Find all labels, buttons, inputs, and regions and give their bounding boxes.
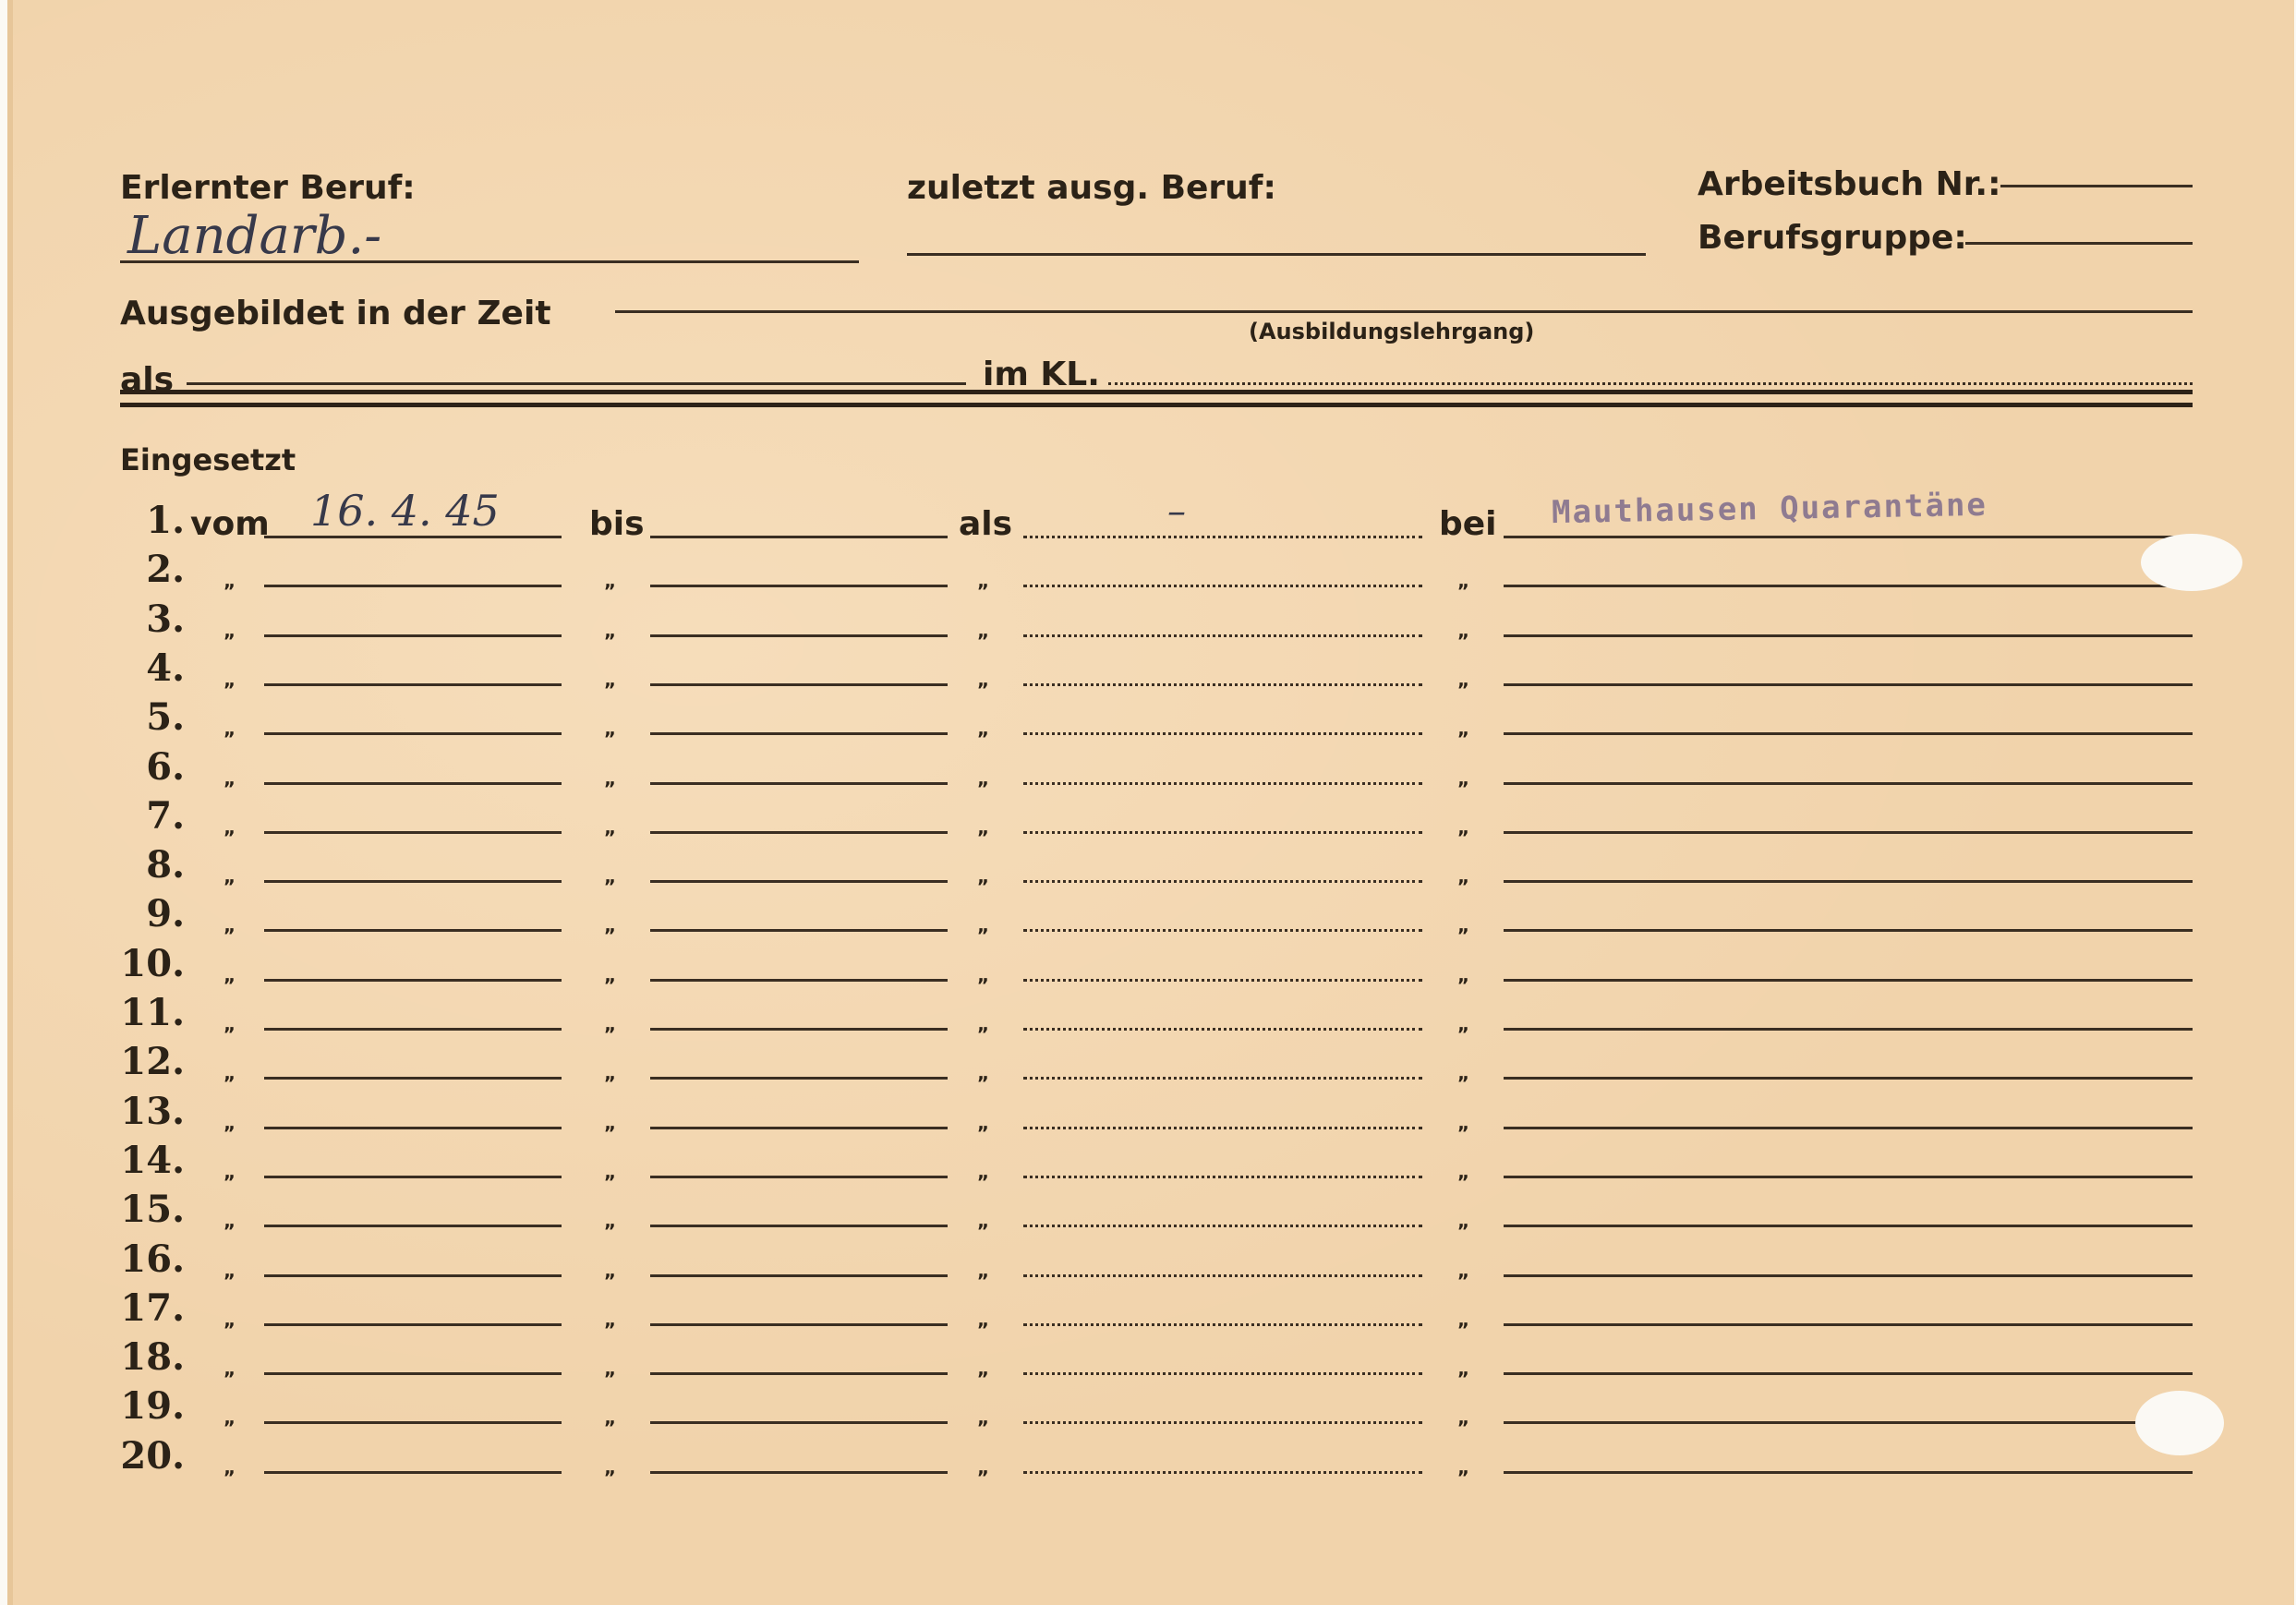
bei-field-line: [1504, 782, 2193, 785]
bei-field-line: [1504, 1127, 2193, 1129]
arbeitsbuch-label: Arbeitsbuch Nr.:: [1698, 165, 2001, 203]
vom-field-line: [264, 683, 562, 686]
zuletzt-beruf-label: zuletzt ausg. Beruf:: [907, 169, 1276, 207]
ditto-mark-bis: „: [604, 1013, 617, 1035]
punch-hole-bottom: [2135, 1391, 2224, 1455]
eingesetzt-title: Eingesetzt: [120, 442, 296, 477]
als-field-line: [1023, 1372, 1422, 1375]
ditto-mark-vom: „: [224, 620, 236, 642]
ditto-mark-als: „: [977, 1260, 990, 1282]
ditto-mark-bei: „: [1457, 1062, 1470, 1084]
ditto-mark-vom: „: [224, 964, 236, 986]
row-number: 4.: [146, 646, 185, 690]
bei-field-line: [1504, 979, 2193, 982]
als-field-line: [1023, 929, 1422, 932]
vom-field-line: [264, 634, 562, 637]
bis-field-line: [650, 1274, 948, 1277]
ditto-mark-bei: „: [1457, 1161, 1470, 1183]
ditto-mark-als: „: [977, 1013, 990, 1035]
ditto-mark-als: „: [977, 669, 990, 691]
arbeitsbuch-line: [2000, 185, 2193, 187]
vom-field-line: [264, 979, 562, 982]
bei-field-line: [1504, 536, 2193, 538]
ditto-mark-bis: „: [604, 964, 617, 986]
bis-field-line: [650, 585, 948, 587]
ditto-mark-bis: „: [604, 1210, 617, 1232]
bei-field-line: [1504, 1176, 2193, 1178]
ditto-mark-vom: „: [224, 1406, 236, 1429]
ditto-mark-vom: „: [224, 570, 236, 592]
ditto-mark-bis: „: [604, 620, 617, 642]
ditto-mark-als: „: [977, 1358, 990, 1380]
header-rule-2: [120, 403, 2193, 407]
ditto-mark-bei: „: [1457, 1358, 1470, 1380]
row-number: 7.: [146, 794, 185, 838]
ditto-mark-vom: „: [224, 914, 236, 936]
ditto-mark-als: „: [977, 767, 990, 790]
als-field-line: [1023, 1028, 1422, 1031]
bis-field-line: [650, 929, 948, 932]
erlernter-beruf-line: [120, 260, 859, 263]
bis-field-line: [650, 1225, 948, 1227]
bei-field-line: [1504, 1077, 2193, 1080]
bei-field-line: [1504, 1323, 2193, 1326]
row-number: 11.: [120, 991, 185, 1034]
ditto-mark-bis: „: [604, 1112, 617, 1134]
vom-field-line: [264, 732, 562, 735]
als-field-line: [1023, 1225, 1422, 1227]
ditto-mark-als: „: [977, 914, 990, 936]
bis-label: bis: [589, 505, 645, 543]
vom-field-line: [264, 585, 562, 587]
bei-field-line: [1504, 831, 2193, 834]
bis-field-line: [650, 1471, 948, 1474]
vom-field-line: [264, 782, 562, 785]
index-card: [7, 0, 2294, 1605]
row-number: 1.: [146, 499, 185, 542]
row-number: 5.: [146, 695, 185, 739]
ditto-mark-bei: „: [1457, 964, 1470, 986]
ditto-mark-als: „: [977, 964, 990, 986]
vom-field-line: [264, 831, 562, 834]
vom-field-line: [264, 1077, 562, 1080]
bis-field-line: [650, 1028, 948, 1031]
vom-field-line: [264, 880, 562, 883]
bis-field-line: [650, 831, 948, 834]
row-number: 8.: [146, 843, 185, 887]
ditto-mark-als: „: [977, 865, 990, 887]
ditto-mark-als: „: [977, 620, 990, 642]
bis-field-line: [650, 1176, 948, 1178]
ditto-mark-vom: „: [224, 1062, 236, 1084]
vom-field-line: [264, 1176, 562, 1178]
bis-field-line: [650, 782, 948, 785]
im-kl-label: im KL.: [983, 356, 1100, 393]
ditto-mark-bei: „: [1457, 914, 1470, 936]
ditto-mark-als: „: [977, 1062, 990, 1084]
ditto-mark-vom: „: [224, 1112, 236, 1134]
vom-field-line: [264, 1471, 562, 1474]
als-line: [187, 382, 966, 385]
als-field-line: [1023, 782, 1422, 785]
im-kl-line: [1108, 382, 2193, 385]
ditto-mark-bis: „: [604, 816, 617, 839]
ditto-mark-bei: „: [1457, 1112, 1470, 1134]
berufsgruppe-line: [1965, 242, 2193, 245]
vom-field-line: [264, 536, 562, 538]
ditto-mark-bis: „: [604, 1456, 617, 1478]
ditto-mark-vom: „: [224, 1013, 236, 1035]
bis-field-line: [650, 1372, 948, 1375]
als-field-line: [1023, 1274, 1422, 1277]
ausgebildet-line: [615, 310, 2193, 313]
ditto-mark-bei: „: [1457, 1013, 1470, 1035]
row-number: 18.: [120, 1335, 185, 1379]
als-label: als: [120, 361, 175, 399]
als-field-line: [1023, 1323, 1422, 1326]
vom-field-line: [264, 1421, 562, 1424]
bei-field-line: [1504, 1471, 2193, 1474]
bei-field-line: [1504, 585, 2193, 587]
als-field-line: [1023, 683, 1422, 686]
ditto-mark-bis: „: [604, 865, 617, 887]
row-number: 3.: [146, 597, 185, 641]
ditto-mark-als: „: [977, 1161, 990, 1183]
bei-field-line: [1504, 1274, 2193, 1277]
bis-field-line: [650, 1077, 948, 1080]
ditto-mark-als: „: [977, 1456, 990, 1478]
ditto-mark-bis: „: [604, 1062, 617, 1084]
vom-field-line: [264, 1028, 562, 1031]
ditto-mark-bei: „: [1457, 1260, 1470, 1282]
ditto-mark-bei: „: [1457, 669, 1470, 691]
row-number: 10.: [120, 942, 185, 985]
als-field-line: [1023, 634, 1422, 637]
bei-field-line: [1504, 929, 2193, 932]
row-number: 19.: [120, 1384, 185, 1428]
ditto-mark-bis: „: [604, 1358, 617, 1380]
ditto-mark-vom: „: [224, 1210, 236, 1232]
vom-value: 16. 4. 45: [310, 486, 500, 536]
bei-field-line: [1504, 634, 2193, 637]
als-field-line: [1023, 536, 1422, 538]
erlernter-beruf-value: Landarb.-: [127, 206, 382, 266]
row-number: 16.: [120, 1237, 185, 1281]
bei-field-line: [1504, 1372, 2193, 1375]
bis-field-line: [650, 683, 948, 686]
ditto-mark-bis: „: [604, 1260, 617, 1282]
als-field-line: [1023, 1077, 1422, 1080]
bis-field-line: [650, 536, 948, 538]
ditto-mark-vom: „: [224, 816, 236, 839]
punch-hole-top: [2141, 534, 2242, 591]
ditto-mark-als: „: [977, 816, 990, 839]
ditto-mark-bis: „: [604, 718, 617, 740]
row-number: 20.: [120, 1434, 185, 1478]
ditto-mark-vom: „: [224, 718, 236, 740]
als-field-line: [1023, 880, 1422, 883]
ditto-mark-bei: „: [1457, 816, 1470, 839]
ditto-mark-bei: „: [1457, 767, 1470, 790]
bis-field-line: [650, 634, 948, 637]
ausbildungslehrgang-label: (Ausbildungslehrgang): [1249, 319, 1535, 344]
als-field-line: [1023, 1176, 1422, 1178]
ditto-mark-vom: „: [224, 1260, 236, 1282]
bis-field-line: [650, 1421, 948, 1424]
row-number: 15.: [120, 1188, 185, 1231]
row-number: 14.: [120, 1139, 185, 1182]
ditto-mark-bis: „: [604, 767, 617, 790]
bis-field-line: [650, 979, 948, 982]
ditto-mark-bis: „: [604, 1161, 617, 1183]
als-field-line: [1023, 831, 1422, 834]
bei-stamp: Mauthausen Quarantäne: [1551, 486, 1988, 532]
ditto-mark-als: „: [977, 1112, 990, 1134]
ditto-mark-vom: „: [224, 669, 236, 691]
row-number: 6.: [146, 745, 185, 789]
header-rule-1: [120, 390, 2193, 394]
als-field-line: [1023, 1471, 1422, 1474]
ditto-mark-bis: „: [604, 669, 617, 691]
ditto-mark-bei: „: [1457, 1456, 1470, 1478]
vom-field-line: [264, 1274, 562, 1277]
ditto-mark-bei: „: [1457, 1210, 1470, 1232]
ditto-mark-als: „: [977, 1210, 990, 1232]
ditto-mark-vom: „: [224, 1358, 236, 1380]
ditto-mark-bei: „: [1457, 1309, 1470, 1331]
ditto-mark-bei: „: [1457, 865, 1470, 887]
bei-field-line: [1504, 683, 2193, 686]
row-number: 9.: [146, 892, 185, 935]
bei-field-line: [1504, 880, 2193, 883]
row-number: 12.: [120, 1040, 185, 1083]
als-field-line: [1023, 1421, 1422, 1424]
vom-field-line: [264, 1127, 562, 1129]
als-field-line: [1023, 1127, 1422, 1129]
vom-field-line: [264, 1372, 562, 1375]
vom-field-line: [264, 1323, 562, 1326]
bis-field-line: [650, 732, 948, 735]
ditto-mark-vom: „: [224, 865, 236, 887]
bei-field-line: [1504, 1028, 2193, 1031]
bei-field-line: [1504, 732, 2193, 735]
ditto-mark-bei: „: [1457, 718, 1470, 740]
vom-field-line: [264, 929, 562, 932]
ditto-mark-bei: „: [1457, 570, 1470, 592]
bis-field-line: [650, 1127, 948, 1129]
bei-label: bei: [1439, 505, 1497, 543]
ditto-mark-als: „: [977, 570, 990, 592]
ditto-mark-bis: „: [604, 1406, 617, 1429]
ditto-mark-vom: „: [224, 1456, 236, 1478]
bis-field-line: [650, 1323, 948, 1326]
ditto-mark-als: „: [977, 1309, 990, 1331]
zuletzt-beruf-line: [907, 253, 1646, 256]
vom-field-line: [264, 1225, 562, 1227]
erlernter-beruf-label: Erlernter Beruf:: [120, 169, 416, 207]
als-field-line: [1023, 979, 1422, 982]
als-value: –: [1167, 490, 1186, 533]
ausgebildet-label: Ausgebildet in der Zeit: [120, 295, 551, 332]
row-number: 17.: [120, 1286, 185, 1330]
ditto-mark-bei: „: [1457, 1406, 1470, 1429]
als-label: als: [959, 505, 1013, 543]
ditto-mark-als: „: [977, 718, 990, 740]
ditto-mark-vom: „: [224, 767, 236, 790]
berufsgruppe-label: Berufsgruppe:: [1698, 219, 1967, 257]
ditto-mark-als: „: [977, 1406, 990, 1429]
bis-field-line: [650, 880, 948, 883]
ditto-mark-vom: „: [224, 1161, 236, 1183]
als-field-line: [1023, 585, 1422, 587]
ditto-mark-vom: „: [224, 1309, 236, 1331]
bei-field-line: [1504, 1225, 2193, 1227]
row-number: 2.: [146, 548, 185, 591]
bei-field-line: [1504, 1421, 2193, 1424]
ditto-mark-bis: „: [604, 914, 617, 936]
ditto-mark-bis: „: [604, 1309, 617, 1331]
als-field-line: [1023, 732, 1422, 735]
row-number: 13.: [120, 1090, 185, 1133]
ditto-mark-bei: „: [1457, 620, 1470, 642]
vom-label: vom: [190, 505, 270, 543]
ditto-mark-bis: „: [604, 570, 617, 592]
